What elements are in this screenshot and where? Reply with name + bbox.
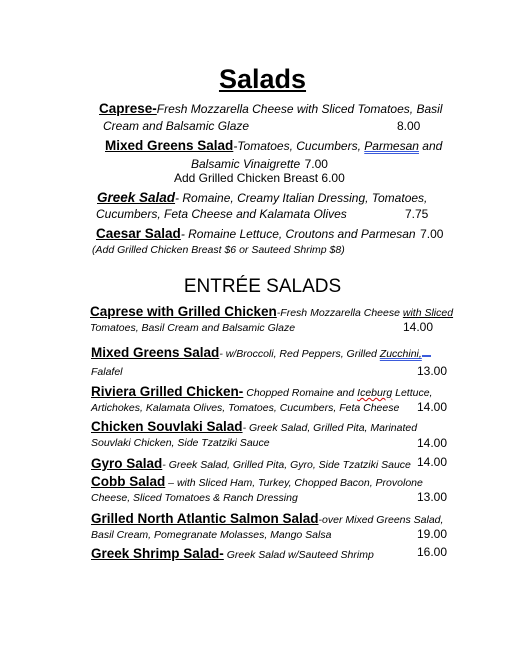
item-description-continued: Artichokes, Kalamata Olives, Tomatoes, Cucumbers, Feta Cheese bbox=[91, 402, 400, 414]
item-name: Cobb Salad bbox=[91, 474, 166, 489]
item-name: Chicken Souvlaki Salad bbox=[91, 419, 243, 434]
item-price: 7.00 bbox=[420, 227, 444, 241]
item-name: Greek Salad bbox=[97, 190, 176, 205]
item-price: 14.00 bbox=[417, 455, 448, 469]
item-description-continued: Balsamic Vinaigrette 7.00 bbox=[191, 157, 328, 171]
item-price: 16.00 bbox=[417, 545, 448, 559]
menu-item-mixed-greens: Mixed Greens Salad-Tomatoes, Cucumbers, Parmesan and bbox=[105, 138, 443, 153]
menu-item-gyro: Gyro Salad- Greek Salad, Grilled Pita, Gyro, Side Tzatziki Sauce bbox=[91, 456, 411, 471]
page-title: Salads bbox=[218, 64, 307, 94]
menu-item-greek-shrimp: Greek Shrimp Salad- Greek Salad w/Sauteed Shrimp bbox=[91, 546, 374, 561]
item-price: 7.75 bbox=[405, 207, 429, 221]
menu-item-entree-mixed-greens: Mixed Greens Salad- w/Broccoli, Red Peppers, Grilled Zucchini, bbox=[91, 344, 431, 362]
item-price: 13.00 bbox=[417, 364, 448, 378]
item-addon: Add Grilled Chicken Breast 6.00 bbox=[174, 171, 345, 185]
item-name: Caprese- bbox=[99, 101, 157, 116]
item-description-continued: Cheese, Sliced Tomatoes & Ranch Dressing bbox=[91, 492, 298, 504]
item-price: 14.00 bbox=[417, 436, 448, 450]
menu-item-caesar: Caesar Salad- Romaine Lettuce, Croutons and Parmesan 7.00 bbox=[96, 226, 444, 241]
item-name: Greek Shrimp Salad- bbox=[91, 546, 224, 561]
item-description-continued: Basil Cream, Pomegranate Molasses, Mango Salsa bbox=[91, 529, 332, 541]
item-price: 19.00 bbox=[417, 527, 448, 541]
item-name: Riviera Grilled Chicken- bbox=[91, 384, 244, 399]
item-description-continued: Tomatoes, Basil Cream and Balsamic Glaze bbox=[90, 322, 296, 334]
menu-item-chicken-souvlaki: Chicken Souvlaki Salad- Greek Salad, Grilled Pita, Marinated bbox=[91, 419, 418, 434]
item-note: (Add Grilled Chicken Breast $6 or Sauteed Shrimp $8) bbox=[92, 244, 345, 256]
item-description-continued: Souvlaki Chicken, Side Tzatziki Sauce bbox=[91, 437, 270, 449]
menu-item-riviera: Riviera Grilled Chicken- Chopped Romaine and Iceburg Lettuce, bbox=[91, 384, 433, 399]
item-name: Mixed Greens Salad bbox=[91, 345, 220, 360]
menu-item-cobb: Cobb Salad – with Sliced Ham, Turkey, Chopped Bacon, Provolone bbox=[91, 474, 423, 489]
menu-item-caprese bbox=[99, 100, 442, 118]
section-heading-entree-salads: ENTRÉE SALADS bbox=[183, 276, 342, 297]
item-price: 14.00 bbox=[403, 320, 434, 334]
item-name: Grilled North Atlantic Salmon Salad bbox=[91, 511, 319, 526]
menu-item-greek: Greek Salad- Romaine, Creamy Italian Dressing, Tomatoes, bbox=[97, 190, 428, 205]
item-price: 13.00 bbox=[417, 490, 448, 504]
item-name: Gyro Salad bbox=[91, 456, 163, 471]
item-price: 14.00 bbox=[417, 400, 448, 414]
item-price: 7.00 bbox=[304, 157, 328, 171]
item-name: Caesar Salad bbox=[96, 226, 181, 241]
item-price: 8.00 bbox=[397, 119, 421, 133]
menu-item-caprese-chicken: Caprese with Grilled Chicken-Fresh Mozzarella Cheese with Sliced bbox=[90, 304, 454, 319]
menu-item-salmon: Grilled North Atlantic Salmon Salad-over Mixed Greens Salad, bbox=[91, 511, 444, 526]
item-description-continued: Cucumbers, Feta Cheese and Kalamata Olives bbox=[96, 207, 347, 221]
item-description: Fresh Mozzarella Cheese with Sliced Tomatoes, Basil bbox=[156, 102, 443, 116]
item-description-continued: Falafel bbox=[91, 366, 123, 378]
item-name: Mixed Greens Salad bbox=[105, 138, 234, 153]
item-description-continued: Cream and Balsamic Glaze bbox=[103, 119, 250, 133]
item-name: Caprese with Grilled Chicken bbox=[90, 304, 277, 319]
